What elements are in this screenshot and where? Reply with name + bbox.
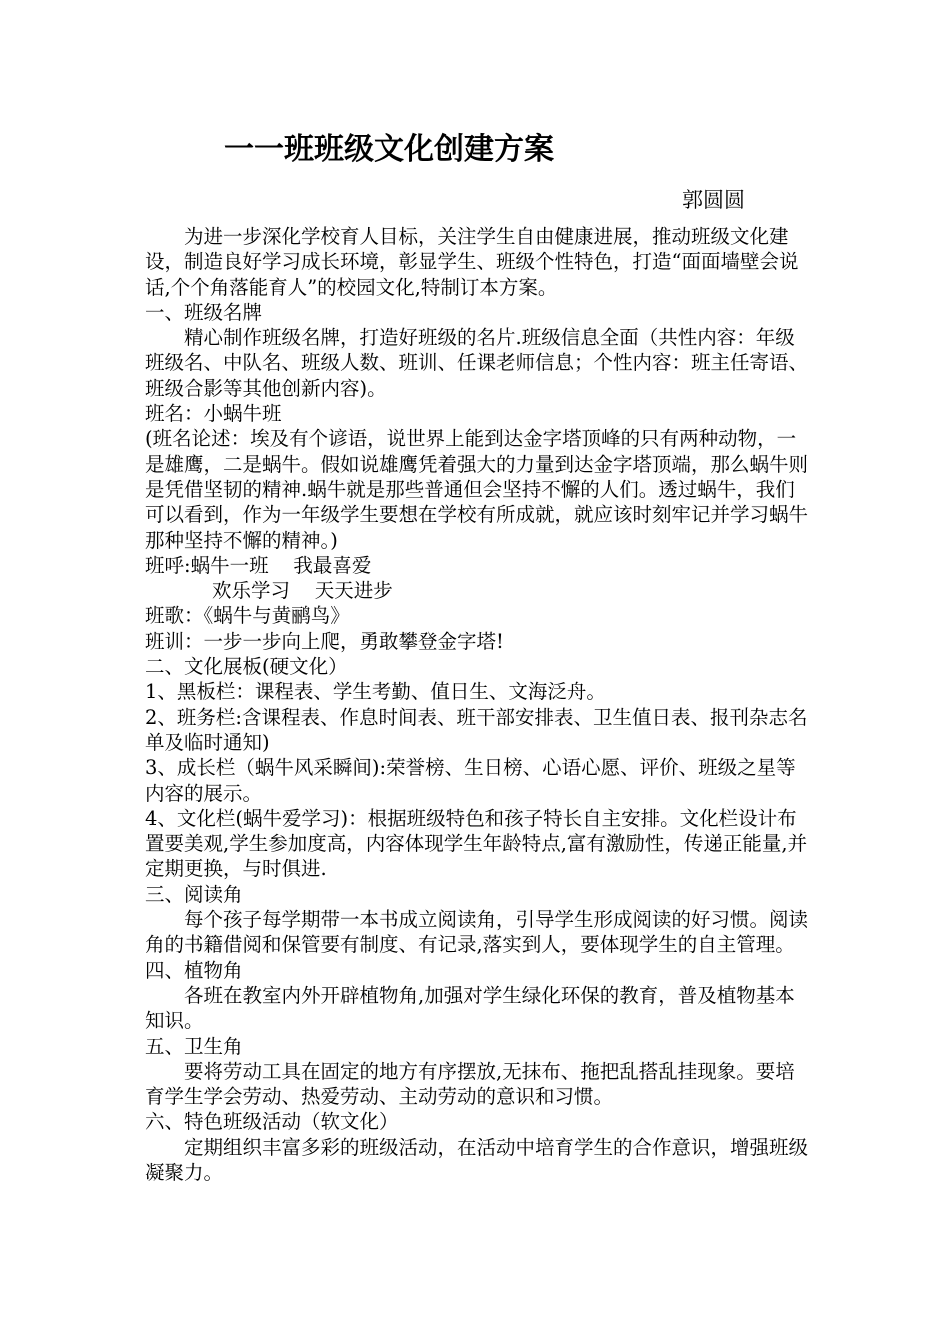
class-name-description: (班名论述：埃及有个谚语，说世界上能到达金字塔顶峰的只有两种动物，一是雄鹰，二是蜗牛。假如说雄鹰凭着强大的力量到达金字塔顶端，那么蜗牛则是凭借坚韧的精神.蜗牛就是那些普通但会坚持不懈的人们。透过蜗牛，我们可以看到，作为一年级学生要想在学校有所成就，就应该时刻牢记并学习蜗牛那种坚持不懈的精神。): [145, 427, 809, 552]
section-2-item-3: 3、成长栏（蜗牛风采瞬间):荣誉榜、生日榜、心语心愿、评价、班级之星等内容的展示。: [145, 756, 796, 805]
author-name: 郭圆圆: [682, 188, 745, 212]
section-3-paragraph: 每个孩子每学期带一本书成立阅读角，引导学生形成阅读的好习惯。阅读角的书籍借阅和保管要有制度、有记录,落实到人，要体现学生的自主管理。: [145, 908, 809, 957]
section-1-heading: 一、班级名牌: [145, 300, 263, 324]
section-2-item-2: 2、班务栏:含课程表、作息时间表、班干部安排表、卫生值日表、报刊杂志名单及临时通知): [145, 705, 808, 754]
class-motto-line: 班训：一步一步向上爬，勇敢攀登金字塔!: [145, 629, 504, 653]
class-name-line: 班名：小蜗牛班: [145, 402, 282, 426]
section-4-heading: 四、植物角: [145, 958, 243, 982]
document-body: [145, 224, 810, 1185]
intro-paragraph: 为进一步深化学校育人目标，关注学生自由健康进展，推动班级文化建设，制造良好学习成长环境，彰显学生、班级个性特色，打造“面面墙壁会说话,个个角落能育人”的校园文化,特制订本方案。: [145, 225, 799, 299]
section-3-heading: 三、阅读角: [145, 882, 243, 906]
section-2-item-1: 1、黑板栏：课程表、学生考勤、值日生、文海泛舟。: [145, 680, 606, 704]
class-song-line: 班歌：《蜗牛与黄鹂鸟》: [145, 604, 350, 628]
class-slogan-line-2: 欢乐学习 天天进步: [212, 579, 393, 603]
class-slogan-line-1: 班呼:蜗牛一班 我最喜爱: [145, 553, 372, 577]
section-5-paragraph: 要将劳动工具在固定的地方有序摆放,无抹布、拖把乱搭乱挂现象。要培育学生学会劳动、热爱劳动、主动劳动的意识和习惯。: [145, 1059, 795, 1109]
section-6-paragraph: 定期组织丰富多彩的班级活动，在活动中培育学生的合作意识，增强班级凝聚力。: [145, 1135, 809, 1184]
section-5-heading: 五、卫生角: [145, 1034, 243, 1058]
section-4-paragraph: 各班在教室内外开辟植物角,加强对学生绿化环保的教育，普及植物基本知识。: [145, 983, 795, 1033]
section-1-paragraph: 精心制作班级名牌，打造好班级的名片.班级信息全面（共性内容：年级班级名、中队名、班级人数、班训、任课老师信息；个性内容：班主任寄语、班级合影等其他创新内容)。: [145, 326, 809, 400]
section-2-item-4: 4、文化栏(蜗牛爱学习)：根据班级特色和孩子特长自主安排。文化栏设计布置要美观,学生参加度高，内容体现学生年龄特点,富有激励性，传递正能量,并定期更换，与时俱进.: [145, 806, 808, 881]
document-title: 一一班班级文化创建方案: [224, 132, 554, 167]
section-2-heading: 二、文化展板(硬文化）: [145, 655, 348, 679]
section-6-heading: 六、特色班级活动（软文化）: [145, 1110, 399, 1134]
